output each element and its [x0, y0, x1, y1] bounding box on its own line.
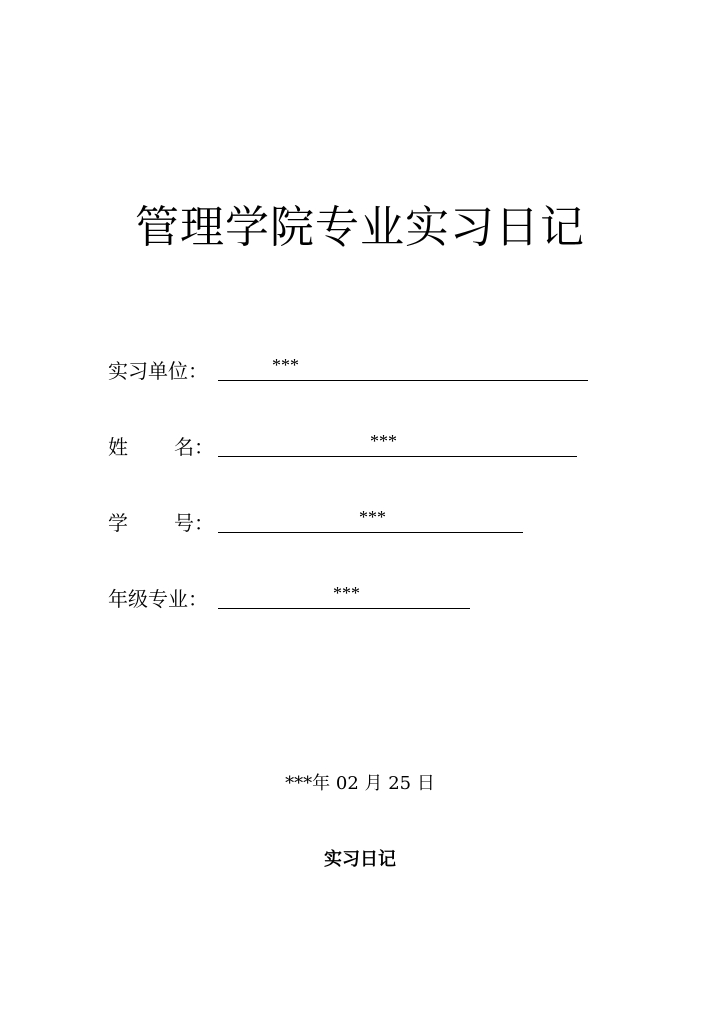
- field-value-grade-major: ***: [333, 583, 360, 603]
- field-underline-student-id: [218, 507, 523, 533]
- field-label-student-id-first: 学: [108, 511, 128, 535]
- field-label-name-last: 名：: [174, 435, 214, 459]
- field-underline-grade-major: [218, 583, 470, 609]
- field-value-student-id: ***: [359, 507, 386, 527]
- field-label-name: [108, 434, 214, 460]
- field-label-grade-major: 年级专业：: [108, 587, 208, 611]
- document-date: ***年 02 月 25 日: [285, 773, 435, 794]
- field-label-internship-unit: 实习单位：: [108, 359, 208, 383]
- field-underline-internship-unit: [218, 355, 588, 381]
- field-underline-name: [218, 431, 577, 457]
- document-subtitle: 实习日记: [324, 849, 396, 870]
- field-value-name: ***: [370, 431, 397, 451]
- document-title: 管理学院专业实习日记: [135, 202, 585, 253]
- field-label-name-first: 姓: [108, 435, 128, 459]
- field-label-student-id: [108, 510, 214, 536]
- field-value-internship-unit: ***: [272, 355, 299, 375]
- field-label-student-id-last: 号：: [174, 511, 214, 535]
